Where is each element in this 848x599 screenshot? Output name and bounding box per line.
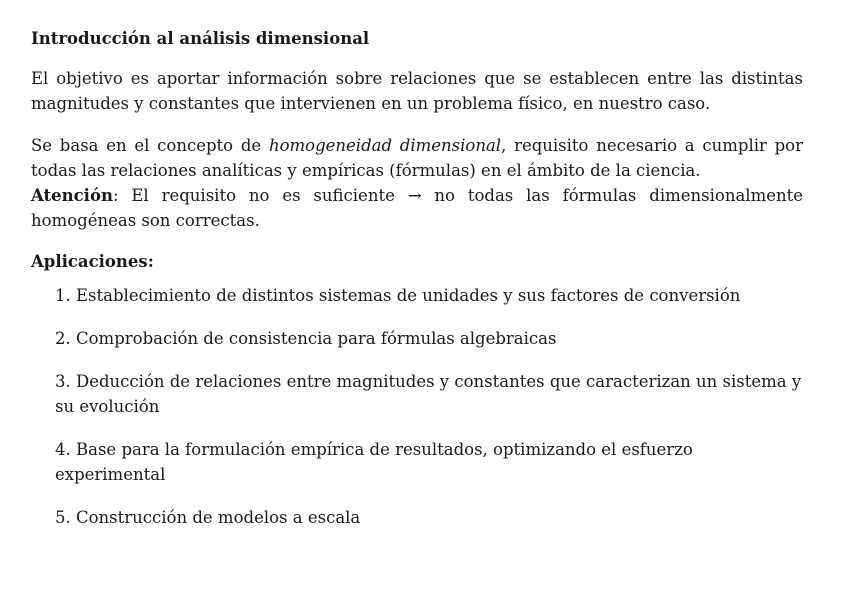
list-item [55,283,803,308]
objective-paragraph: El objetivo es aportar información sobre relaciones que se establecen entre las distintas magnitudes y constantes que intervienen en un problema físico, en nuestro caso. [31,69,803,113]
list-item-text: Deducción de relaciones entre magnitudes y constantes que caracterizan un sistema y su evolución [55,372,802,416]
list-item [55,326,803,351]
attention-label: Atención [31,186,113,205]
attention-text: : El requisito no es suficiente → no todas las fórmulas dimensionalmente homogéneas son correctas. [31,186,803,230]
applications-heading: Aplicaciones: [31,252,154,271]
attention-paragraph [31,183,803,233]
list-item-number: 5. [55,508,71,527]
list-item-number: 4. [55,440,71,459]
list-item-text: Base para la formulación empírica de resultados, optimizando el esfuerzo experimental [55,440,693,484]
list-item-number: 3. [55,372,71,391]
list-item [55,369,803,419]
homogeneity-paragraph [31,133,803,183]
list-item [55,437,803,487]
homogeneity-emphasis: homogeneidad dimensional [268,136,502,155]
list-item-text: Establecimiento de distintos sistemas de unidades y sus factores de conversión [76,286,741,305]
document-page [31,26,803,548]
page-title: Introducción al análisis dimensional [31,29,370,48]
homogeneity-text-after: , requisito necesario a cumplir por todas las relaciones analíticas y empíricas (fórmulas) en el ámbito de la ciencia. [31,136,804,180]
list-item-number: 2. [55,329,71,348]
list-item-number: 1. [55,286,71,305]
list-item-text: Construcción de modelos a escala [76,508,361,527]
list-item-text: Comprobación de consistencia para fórmulas algebraicas [76,329,557,348]
list-item [55,505,803,530]
homogeneity-text-before: Se basa en el concepto de [31,136,269,155]
applications-list [31,283,803,530]
